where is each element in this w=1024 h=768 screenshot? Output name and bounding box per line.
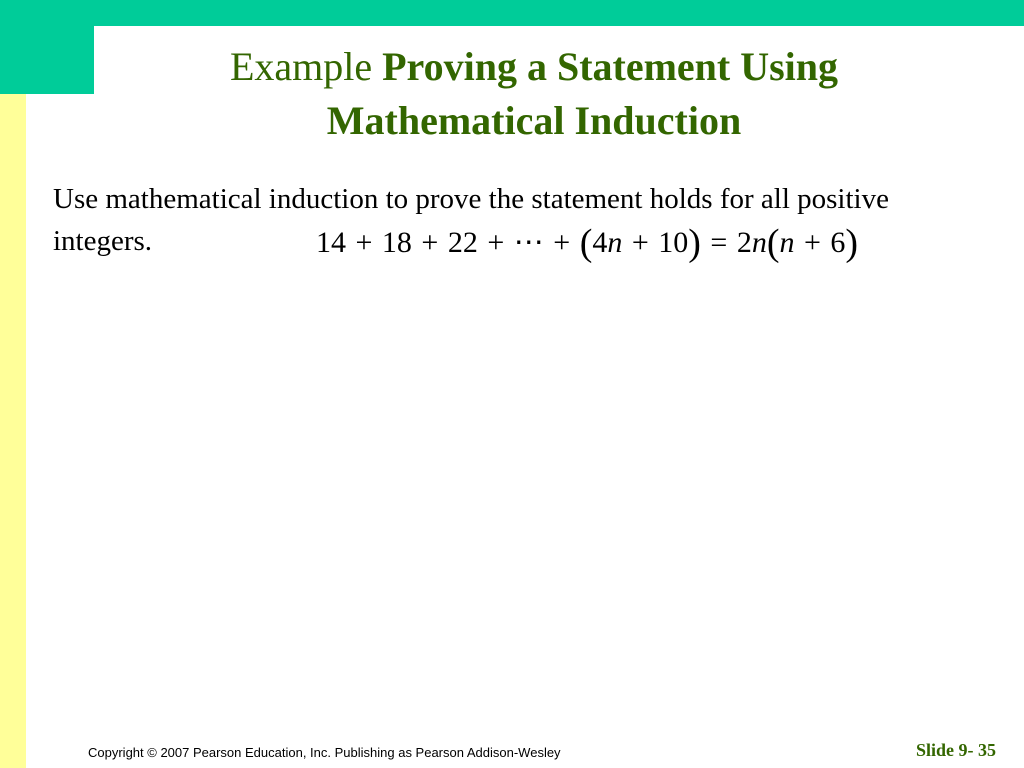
equation-sum-terms: 14 + 18 + 22 + ⋯ + (316, 226, 580, 259)
footer-copyright: Copyright © 2007 Pearson Education, Inc. Publishing as Pearson Addison-Wesley (88, 745, 561, 760)
equation-variable-n: n (607, 226, 623, 259)
equation-coefficient-4: 4 (592, 226, 608, 259)
equation-plus-6: + 6 (794, 226, 846, 259)
body-text: Use mathematical induction to prove the statement holds for all positive integers. (53, 183, 889, 257)
left-accent-bar (0, 94, 26, 768)
top-accent-bar (0, 0, 1024, 26)
equation-plus-10: + 10 (622, 226, 689, 259)
equation-variable-n: n (779, 226, 795, 259)
equation-variable-n: n (751, 226, 767, 259)
title-bold-line2: Mathematical Induction (326, 98, 742, 143)
equation-right-paren-1: ) (688, 222, 701, 264)
slide-title (100, 40, 968, 148)
equation-right-paren-2: ) (845, 222, 859, 264)
slide-number: Slide 9- 35 (915, 740, 996, 760)
equation-left-paren-2: ( (766, 222, 780, 264)
equation (316, 223, 858, 263)
equation-equals-2: = 2 (700, 226, 752, 259)
equation-left-paren-1: ( (579, 222, 593, 264)
title-bold-line1: Proving a Statement Using (382, 44, 839, 89)
corner-accent-block (0, 0, 94, 94)
title-prefix: Example (229, 44, 383, 89)
